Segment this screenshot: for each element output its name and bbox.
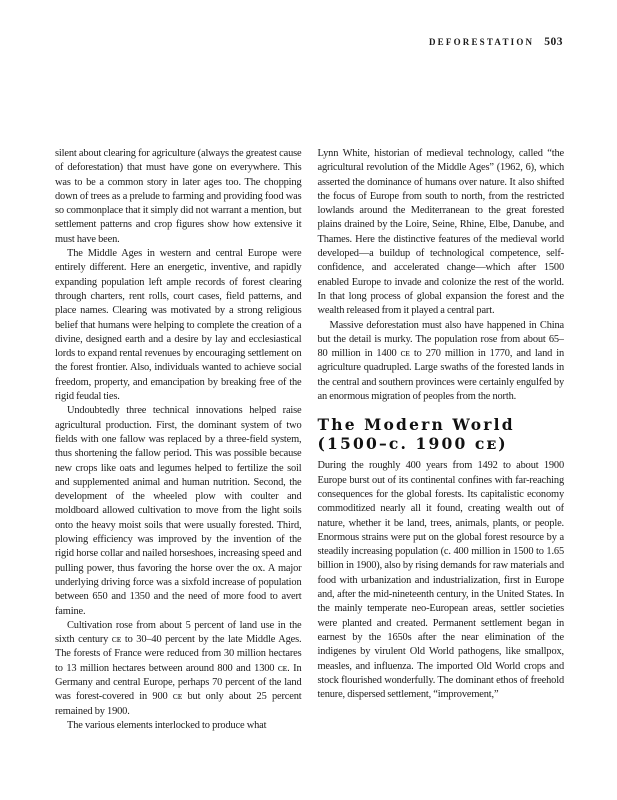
- paragraph-continuation: Lynn White, historian of medieval technology, called “the agricultural revolution of the Middle Ages” (1962, 6), which asserted the dominance of humans over nature. It also shifted the focus of Europe from south to north, from the restricted lowlands around the Mediterranean to the great forested plains drained by the Loire, Seine, Rhine, Elbe, Danube, and Thames. Here the distinctive features of the medieval world developed—a buildup of technological competence, self-confidence, and accelerated change—which after 1500 enabled Europe to invade and colonize the rest of the world. In that long process of global expansion the forest and the wealth released from it played a central part.: [317, 148, 564, 317]
- paragraph: Cultivation rose from about 5 percent of land use in the sixth century ᴄᴇ to 30–40 percent by the late Middle Ages. The forests of France were reduced from 30 million hectares to 13 million hectares between around 800 and 1300 ᴄᴇ. In Germany and central Europe, perhaps 70 percent of the land was forest-covered in 900 ᴄᴇ but only about 25 percent remained by 1900.: [55, 619, 302, 717]
- running-header-title: DEFORESTATION: [428, 37, 535, 47]
- text-columns: [55, 147, 564, 792]
- section-heading-line-2: (1500–c. 1900 ᴄᴇ): [317, 433, 508, 453]
- paragraph: Massive deforestation must also have happened in China but the detail is murky. The population rose from about 65–80 million in 1400 ᴄᴇ to 270 million in 1770, and land in agriculture quadrupled. Large swaths of the forested lands in the central and southern provinces were certainly engulfed by an enormous migration of peoples from the north.: [317, 319, 564, 403]
- paragraph: The various elements interlocked to produce what: [67, 719, 267, 731]
- paragraph: Undoubtedly three technical innovations helped raise agricultural production. First, the dominant system of two fields with one fallow was replaced by a three-field system, thus shortening the fallow period. This was possible because new crops like oats and legumes helped to fertilize the soil and supplemented animal and human nutrition. Second, the development of the wheeled plow with coulter and moldboard allowed cultivation to move from the light soils onto the heavy moist soils that were usually forested. Third, plowing efficiency was improved by the invention of the rigid horse collar and nailed horseshoes, increasing speed and pulling power, thus favoring the horse over the ox. A major underlying driving force was a sixfold increase of population between 650 and 1350 and the need of more food to avert famine.: [55, 405, 302, 617]
- page-number: 503: [544, 36, 563, 48]
- paragraph: The Middle Ages in western and central Europe were entirely different. Here an energetic, inventive, and rapidly expanding population left ample records of forest clearing through charters, rent rolls, court cases, field patterns, and place names. Clearing was motivated by a strong religious belief that humans were helping to complete the creation of a divine, designed earth and a desire by lay and ecclesiastical lords to expand rental revenues by encouraging settlement on the forest frontier. Also, individuals wanted to achieve social freedom, property, and emancipation by breaking free of the rigid feudal ties.: [55, 248, 302, 403]
- left-column: [55, 147, 302, 792]
- paragraph-continuation: silent about clearing for agriculture (always the greatest cause of deforestation) that must have gone on everywhere. This was to be a common story in later ages too. The chopping down of trees as a prelude to farming and providing food was so commonplace that it simply did not warrant a mention, but settlement patterns and crop figures show how extensive it must have been.: [55, 148, 302, 245]
- running-header: [429, 36, 563, 48]
- section-heading-line-1: The Modern World: [317, 415, 515, 435]
- paragraph: During the roughly 400 years from 1492 to about 1900 Europe burst out of its continental confines with far-reaching consequences for the global forests. Its capitalistic economy commoditized nearly all it found, creating wealth out of nature, whether it be land, trees, animals, plants, or people. Enormous strains were put on the global forest resource by a steadily increasing population (c. 400 million in 1500 to 1.65 billion in 1900), also by rising demands for raw materials and food with urbanization and industrialization, first in Europe and, after the mid-nineteenth century, in the United States. In the mainly temperate neo-European areas, settler societies were planted and created. Permanent settlement began in earnest by the 1650s after the near elimination of the indigenes by virulent Old World pathogens, like smallpox, measles, and influenza. The imported Old World crops and stock flourished wonderfully. The dominant ethos of freehold tenure, dispersed settlement, “improvement,”: [317, 460, 564, 701]
- section-heading: [318, 416, 565, 453]
- right-column: [318, 147, 565, 792]
